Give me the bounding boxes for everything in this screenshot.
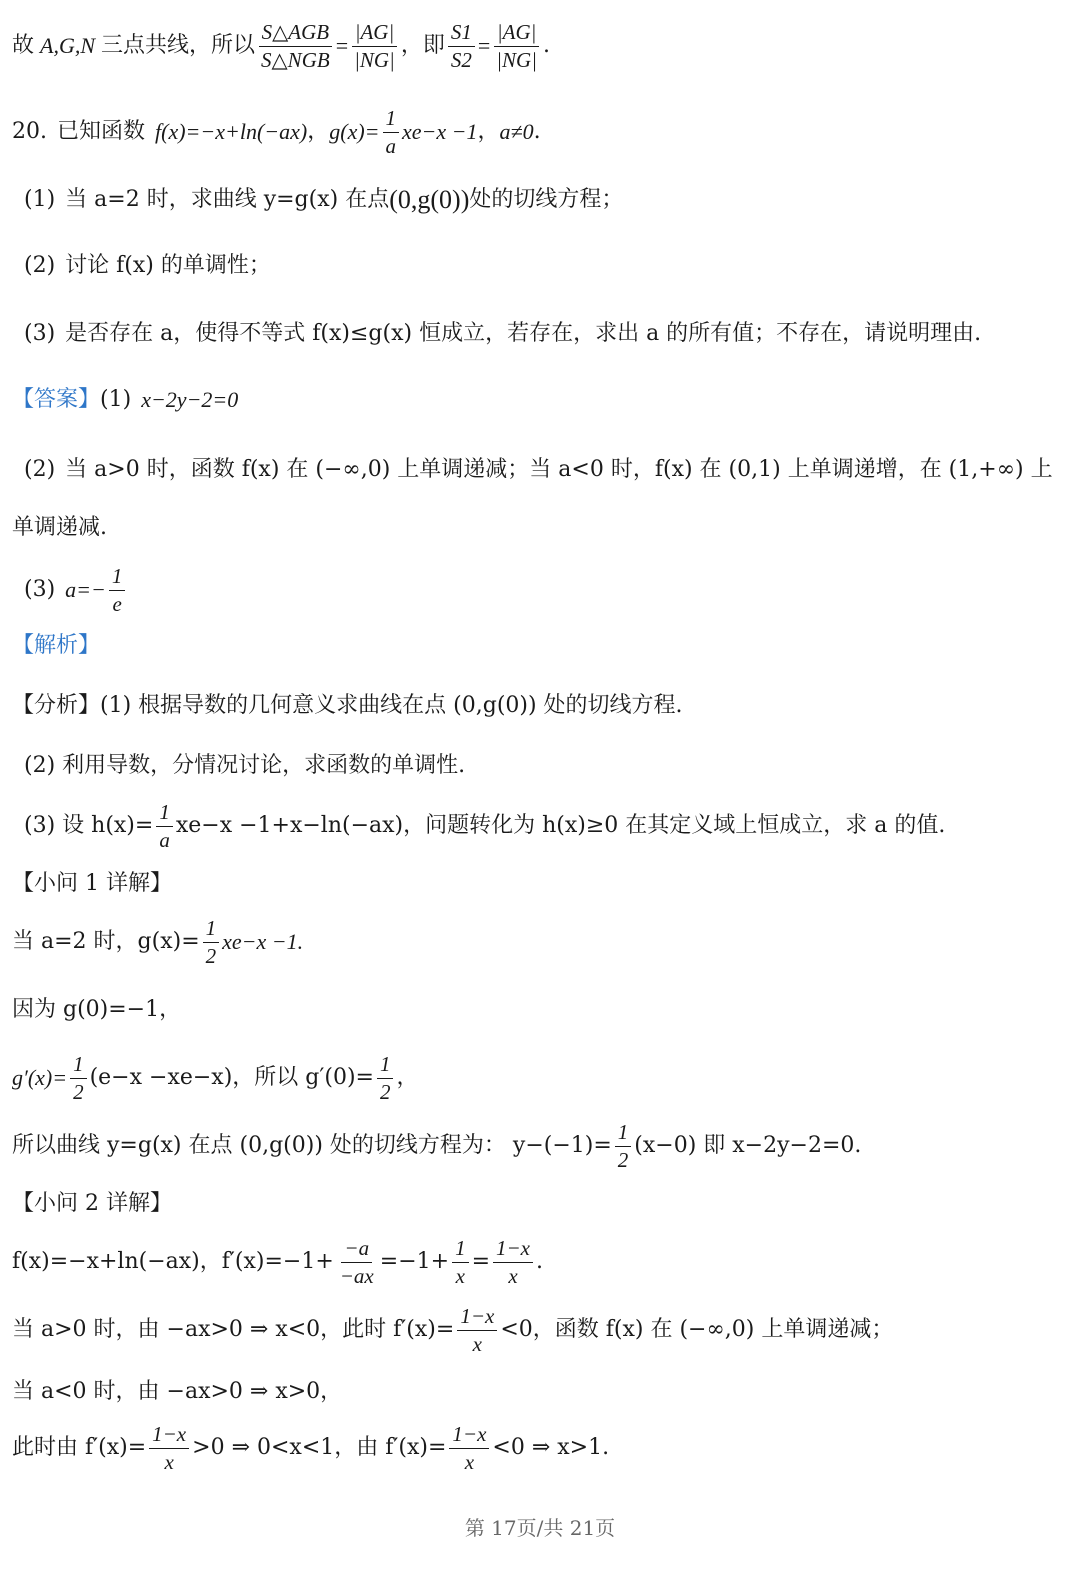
part-1-line-4: 所以曲线 y=g(x) 在点 (0,g(0)) 处的切线方程为： y−(−1)= $\frac{1}{2}$ (x−0) 即 x−2y−2=0. — [12, 1120, 862, 1172]
question-2: (2) 讨论 f(x) 的单调性； — [24, 253, 271, 279]
analysis-2: (2) 利用导数，分情况讨论，求函数的单调性. — [24, 753, 466, 779]
part-2-fraction-5: $\frac{1-x}{x}$ — [149, 1422, 189, 1473]
part-1-line-3: g′(x)= $\frac{1}{2}$ (e−x −xe−x)，所以 g′(0)= $\frac{1}{2}$ ， — [12, 1052, 419, 1104]
part-2-fraction-2: $\frac{1}{x}$ — [452, 1236, 469, 1287]
part-2-fraction-4: $\frac{1-x}{x}$ — [457, 1304, 497, 1355]
part-2-line-4: 此时由 f′(x)= $\frac{1-x}{x}$ >0 ⇒ 0<x<1，由 f′(x)= $\frac{1-x}{x}$ <0 ⇒ x>1. — [12, 1422, 610, 1474]
g-lhs: g(x)= — [329, 119, 380, 145]
answer-2-line-2: 单调递减. — [12, 515, 107, 541]
intro-connector: ，即 — [400, 33, 445, 59]
part-2-fraction-3: $\frac{1-x}{x}$ — [493, 1236, 533, 1287]
answer-3-fraction: $\frac{1}{e}$ — [109, 564, 126, 615]
s-ratio-fraction: $\frac{S1}{S2}$ — [448, 20, 475, 71]
answer-1-equation: x−2y−2=0 — [141, 387, 239, 413]
part-1-fraction-2: $\frac{1}{2}$ — [70, 1052, 87, 1103]
stem-prefix: 已知函数 — [57, 119, 146, 145]
page-footer: 第 17页/共 21页 — [464, 1516, 616, 1540]
length-ratio-fraction-2: $\frac{|AG|}{|NG|}$ — [493, 20, 540, 71]
part-2-fraction-1: $\frac{-a}{-ax}$ — [339, 1236, 374, 1288]
answer-2-line-1: (2) 当 a>0 时，函数 f(x) 在 (−∞,0) 上单调递减；当 a<0 时，f(x) 在 (0,1) 上单调递增，在 (1,+∞) 上 — [24, 457, 1053, 483]
problem-stem: 20. 已知函数 f(x)=−x+ln(−ax) ， g(x)= $\frac{1}{a}$ xe−x −1 ， a≠0 . — [12, 106, 541, 158]
part-2-fraction-6: $\frac{1-x}{x}$ — [449, 1422, 489, 1473]
answer-1: 【答案】 (1) x−2y−2=0 — [12, 387, 239, 413]
part-1-fraction-3: $\frac{1}{2}$ — [377, 1052, 394, 1103]
f-definition: f(x)=−x+ln(−ax) — [155, 119, 308, 145]
g-coef-fraction: $\frac{1}{a}$ — [383, 106, 400, 157]
analysis-tag: 【解析】 — [12, 633, 101, 659]
intro-points: A,G,N — [40, 33, 96, 59]
a-condition: a≠0 — [499, 119, 534, 145]
g-rest: xe−x −1 — [402, 119, 478, 145]
intro-line: 故 A,G,N 三点共线，所以 $\frac{\text{S△AGB}}{\text{S△NGB}}$ = $\frac{|AG|}{|NG|}$ ，即 $\frac{S1}{S2}$ = $\frac{|AG|}{|NG|}$ . — [12, 20, 550, 72]
intro-middle: 三点共线，所以 — [101, 33, 256, 59]
analysis-3: (3) 设 h(x)= $\frac{1}{a}$ xe−x −1+x−ln(−ax)，问题转化为 h(x)≥0 在其定义域上恒成立，求 a 的值. — [24, 800, 946, 852]
problem-number: 20. — [12, 119, 47, 145]
answer-tag: 【答案】 — [12, 387, 101, 413]
intro-prefix: 故 — [12, 33, 35, 59]
length-ratio-fraction: $\frac{|AG|}{|NG|}$ — [351, 20, 398, 71]
part-1-fraction-4: $\frac{1}{2}$ — [615, 1120, 632, 1171]
answer-3: (3) a=− $\frac{1}{e}$ — [24, 558, 1068, 622]
part-2-line-3: 当 a<0 时，由 −ax>0 ⇒ x>0， — [12, 1379, 343, 1405]
part-1-tag: 【小问 1 详解】 — [12, 871, 172, 897]
analysis-1: 【分析】 (1) 根据导数的几何意义求曲线在点 (0,g(0)) 处的切线方程. — [12, 693, 683, 719]
part-1-line-2: 因为 g(0)=−1， — [12, 997, 182, 1023]
area-ratio-fraction: $\frac{\text{S△AGB}}{\text{S△NGB}}$ — [258, 20, 333, 71]
question-3: (3) 是否存在 a，使得不等式 f(x)≤g(x) 恒成立，若存在，求出 a 的所有值；不存在，请说明理由. — [24, 321, 982, 347]
part-2-tag: 【小问 2 详解】 — [12, 1191, 172, 1217]
h-coef-fraction: $\frac{1}{a}$ — [156, 800, 173, 851]
part-2-line-1: f(x)=−x+ln(−ax)，f′(x)=−1+ $\frac{-a}{-ax}$ =−1+ $\frac{1}{x}$ = $\frac{1-x}{x}$ . — [12, 1236, 544, 1288]
part-1-line-1: 当 a=2 时，g(x)= $\frac{1}{2}$ xe−x −1. — [12, 916, 304, 968]
part-2-line-2: 当 a>0 时，由 −ax>0 ⇒ x<0，此时 f′(x)= $\frac{1-x}{x}$ <0，函数 f(x) 在 (−∞,0) 上单调递减； — [12, 1304, 894, 1356]
part-1-fraction-1: $\frac{1}{2}$ — [203, 916, 220, 967]
question-1: (1) 当 a=2 时，求曲线 y=g(x) 在点 (0,g(0)) 处的切线方程； — [24, 185, 624, 214]
